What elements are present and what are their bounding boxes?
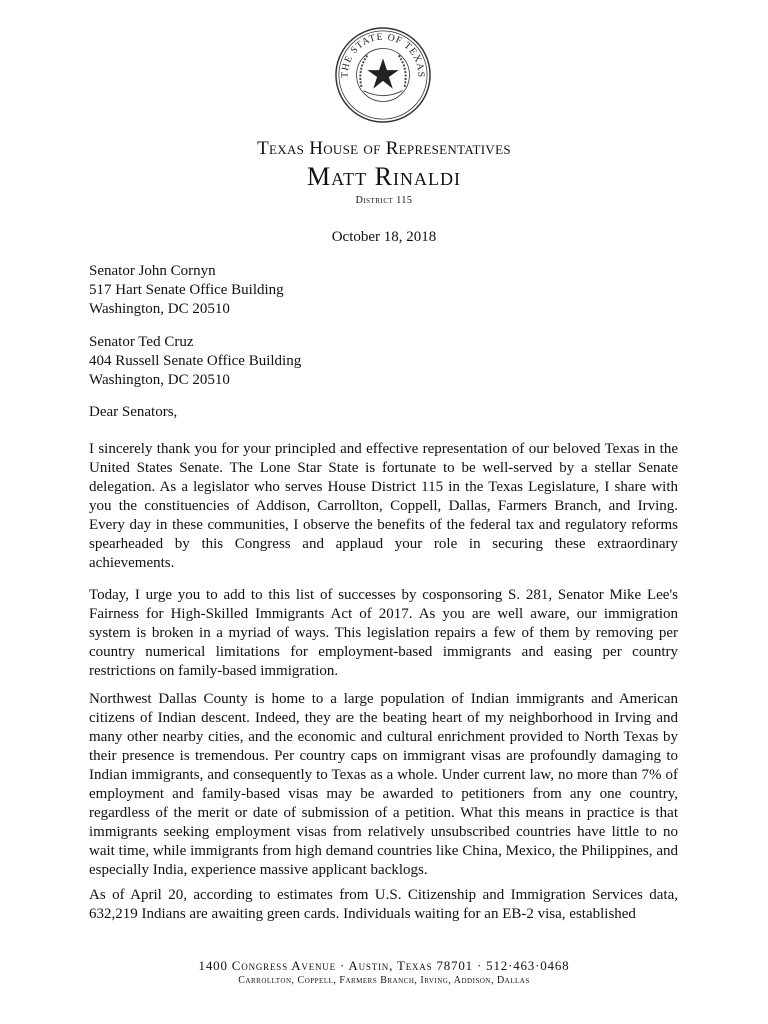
salutation: Dear Senators, bbox=[89, 404, 178, 420]
body-paragraph: Northwest Dallas County is home to a large population of Indian immigrants and American citizens of Indian descent. Indeed, they are the beating heart of my neighborhood in Irving and many other nearby cities, and the economic and cultural enrichment provided to North Texas by their presence is tremendous. Per country caps on immigrant visas are profoundly damaging to Indian immigrants, and consequently to Texas as a whole. Under current law, no more than 7% of employment and family-based visas may be awarded to petitioners from any one country, regardless of the merit or date of submission of a petition. What this means in practice is that immigrants seeking employment visas from relatively unsubscribed countries have little to no wait time, while immigrants from high demand countries like China, Mexico, the Philippines, and especially India, experience massive applicant backlogs. bbox=[89, 691, 678, 878]
recipient-address bbox=[89, 262, 284, 319]
footer-address: 1400 Congress Avenue · Austin, Texas 78701 · 512·463·0468 bbox=[198, 958, 570, 973]
texas-seal-icon bbox=[334, 26, 432, 124]
recipient-name: Senator John Cornyn bbox=[89, 263, 216, 279]
seal-text: THE STATE OF TEXAS bbox=[339, 31, 427, 79]
body-paragraph: As of April 20, according to estimates from U.S. Citizenship and Immigration Services data, 632,219 Indians are awaiting green cards. Individuals waiting for an EB-2 visa, established bbox=[89, 887, 678, 922]
body-paragraph: Today, I urge you to add to this list of successes by cosponsoring S. 281, Senator Mike Lee's Fairness for High-Skilled Immigrants Act of 2017. As you are well aware, our immigration system is broken in a myriad of ways. This legislation repairs a few of them by removing per country numerical limitations for employment-based immigrants and easing per country restrictions on family-based immigration. bbox=[89, 587, 678, 679]
footer-cities: Carrollton, Coppell, Farmers Branch, Irving, Addison, Dallas bbox=[238, 975, 530, 986]
recipient-name: Senator Ted Cruz bbox=[89, 334, 194, 350]
recipient-city: Washington, DC 20510 bbox=[89, 372, 230, 388]
letterhead-district: District 115 bbox=[355, 195, 413, 206]
letterhead-name: Matt Rinaldi bbox=[307, 162, 461, 191]
body-paragraph: I sincerely thank you for your principled and effective representation of our beloved Texas in the United States Senate. The Lone Star State is fortunate to be well-served by a stellar Senate delegation. As a legislator who serves House District 115 in the Texas Legislature, I share with you the constituencies of Addison, Carrollton, Coppell, Dallas, Farmers Branch, and Irving. Every day in these communities, I observe the benefits of the federal tax and regulatory reforms spearheaded by this Congress and applaud your role in securing these extraordinary achievements. bbox=[89, 441, 678, 571]
recipient-office: 404 Russell Senate Office Building bbox=[89, 353, 302, 369]
letter-date: October 18, 2018 bbox=[331, 229, 437, 245]
recipient-address bbox=[89, 333, 301, 390]
letterhead-house: Texas House of Representatives bbox=[257, 138, 511, 159]
recipient-city: Washington, DC 20510 bbox=[89, 301, 230, 317]
state-seal bbox=[334, 26, 432, 124]
recipient-office: 517 Hart Senate Office Building bbox=[89, 282, 284, 298]
